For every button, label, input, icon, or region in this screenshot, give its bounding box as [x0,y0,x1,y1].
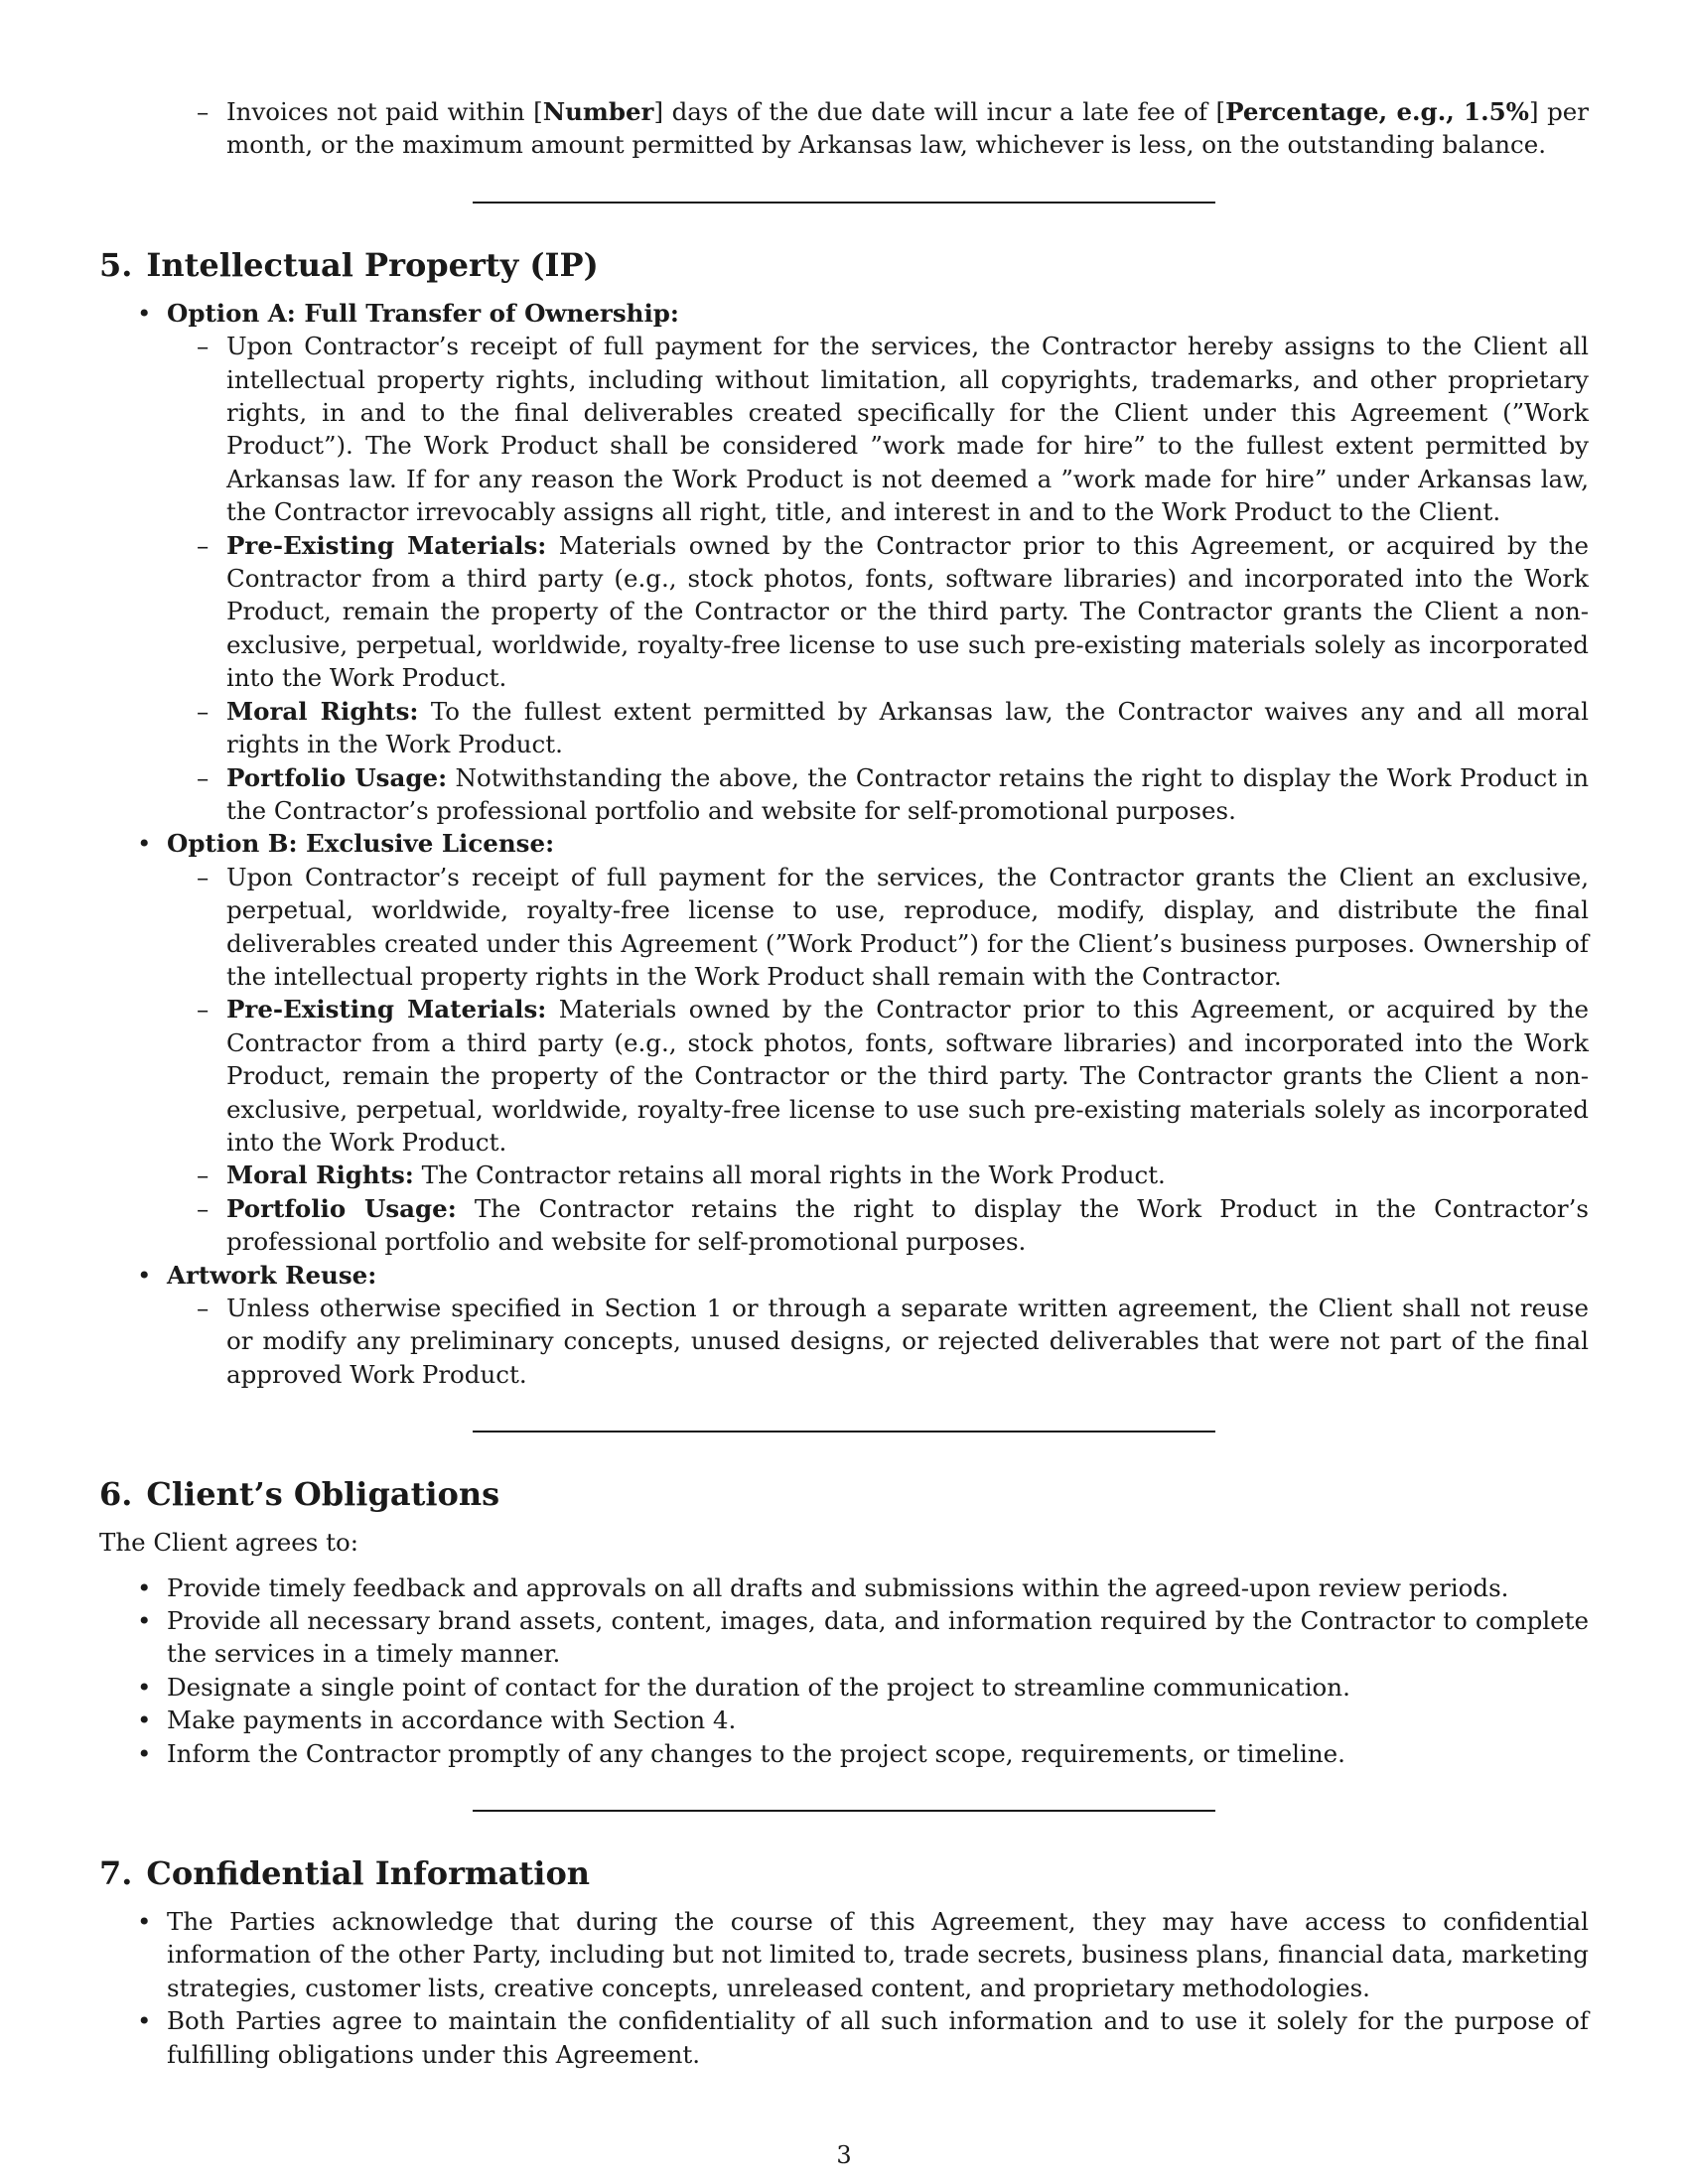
option-a-moral-rights: – Moral Rights: To the fullest extent permitted by Arkansas law, the Contractor waives any and all moral rights in the Work Product. [99,695,1589,761]
option-a-portfolio: – Portfolio Usage: Notwithstanding the above, the Contractor retains the right to display the Work Product in the Contractor’s professional portfolio and website for self-promotional purposes. [99,761,1589,828]
section-7-heading: 7. Confidential Information [99,1854,591,1893]
list-item: • Both Parties agree to maintain the confidentiality of all such information and to use it solely for the purpose of fulfilling obligations under this Agreement. [99,2004,1589,2071]
section-5-heading: 5. Intellectual Property (IP) [99,245,599,284]
section-divider [473,1431,1215,1433]
page-number: 3 [836,2141,852,2169]
list-item: • Designate a single point of contact for the duration of the project to streamline communication. [99,1671,1589,1704]
option-a-assignment: – Upon Contractor’s receipt of full payment for the services, the Contractor hereby assigns to the Client all intellectual property rights, including without limitation, all copyrights, trademarks, and other proprietary rights, in and to the final deliverables created specifically for the Client under this Agreement (”Work Product”). The Work Product shall be considered ”work made for hire” to the fullest extent permitted by Arkansas law. If for any reason the Work Product is not deemed a ”work made for hire” under Arkansas law, the Contractor irrevocably assigns all right, title, and interest in and to the Work Product to the Client. [99,330,1589,528]
section-divider [473,1810,1215,1812]
option-a-pre-existing: – Pre-Existing Materials: Materials owned by the Contractor prior to this Agreement, or acquired by the Contractor from a third party (e.g., stock photos, fonts, software libraries) and incorporated into the Work Product, remain the property of the Contractor or the third party. The Contractor grants the Client a non-exclusive, perpetual, worldwide, royalty-free license to use such pre-existing materials solely as incorporated into the Work Product. [99,529,1589,695]
artwork-reuse-text: – Unless otherwise specified in Section 1 or through a separate written agreement, the Client shall not reuse or modify any preliminary concepts, unused designs, or rejected deliverables that were not part of the final approved Work Product. [99,1292,1589,1391]
option-a-item: • Option A: Full Transfer of Ownership: – Upon Contractor’s receipt of full payment for the services, the Contractor hereby assigns to the Client all intellectual property rights, including without limitation, all copyrights, trademarks, and other proprietary rights, in and to the final deliverables created specifically for the Client under this Agreement (”Work Product”). The Work Product shall be considered ”work made for hire” to the fullest extent permitted by Arkansas law. If for any reason the Work Product is not deemed a ”work made for hire” under Arkansas law, the Contractor irrevocably assigns all right, title, and interest in and to the Work Product to the Client. – Pre-Existing Materials: Materials owned by the Contractor prior to this Agreement, or acquired by the Contractor from a third party (e.g., stock photos, fonts, software libraries) and incorporated into the Work Product, remain the property of the Contractor or the third party. The Contractor grants the Client a non-exclusive, perpetual, worldwide, royalty-free license to use such pre-existing materials solely as incorporated into the Work Product. – Moral Rights: To the fullest extent permitted by Arkansas law, the Contractor waives any and all moral rights in the Work Product. – Portfolio Usage: Notwithstanding the above, the Contractor retains the right to display the Work Product in the Contractor’s professional portfolio and website for self-promotional purposes. [99,297,1589,828]
late-fee-list [99,95,1589,162]
ip-options-list [99,297,1589,1391]
option-b-license: – Upon Contractor’s receipt of full payment for the services, the Contractor grants the Client an exclusive, perpetual, worldwide, royalty-free license to use, reproduce, modify, display, and distribute the final deliverables created under this Agreement (”Work Product”) for the Client’s business purposes. Ownership of the intellectual property rights in the Work Product shall remain with the Contractor. [99,861,1589,994]
artwork-reuse-item: • Artwork Reuse: – Unless otherwise specified in Section 1 or through a separate written agreement, the Client shall not reuse or modify any preliminary concepts, unused designs, or rejected deliverables that were not part of the final approved Work Product. [99,1259,1589,1392]
late-fee-item: – Invoices not paid within [Number] days of the due date will incur a late fee of [Percentage, e.g., 1.5%] per month, or the maximum amount permitted by Arkansas law, whichever is less, on the outstanding balance. [99,95,1589,162]
option-b-pre-existing: – Pre-Existing Materials: Materials owned by the Contractor prior to this Agreement, or acquired by the Contractor from a third party (e.g., stock photos, fonts, software libraries) and incorporated into the Work Product, remain the property of the Contractor or the third party. The Contractor grants the Client a non-exclusive, perpetual, worldwide, royalty-free license to use such pre-existing materials solely as incorporated into the Work Product. [99,993,1589,1159]
list-item: • Provide all necessary brand assets, content, images, data, and information required by the Contractor to complete the services in a timely manner. [99,1604,1589,1671]
option-b-moral-rights: – Moral Rights: The Contractor retains all moral rights in the Work Product. [99,1159,1589,1191]
document-page [99,95,1589,2071]
confidential-info-list [99,1905,1589,2071]
list-item: • The Parties acknowledge that during the course of this Agreement, they may have access to confidential information of the other Party, including but not limited to, trade secrets, business plans, financial data, marketing strategies, customer lists, creative concepts, unreleased content, and proprietary methodologies. [99,1905,1589,2004]
section-6-intro: The Client agrees to: [99,1528,358,1558]
client-obligations-list [99,1571,1589,1770]
list-item: • Make payments in accordance with Section 4. [99,1704,1589,1736]
list-item: • Inform the Contractor promptly of any changes to the project scope, requirements, or timeline. [99,1737,1589,1770]
section-6-heading: 6. Client’s Obligations [99,1475,500,1514]
option-b-portfolio: – Portfolio Usage: The Contractor retains the right to display the Work Product in the Contractor’s professional portfolio and website for self-promotional purposes. [99,1192,1589,1259]
list-item: • Provide timely feedback and approvals on all drafts and submissions within the agreed-upon review periods. [99,1571,1589,1604]
section-divider [473,202,1215,204]
option-b-item: • Option B: Exclusive License: – Upon Contractor’s receipt of full payment for the services, the Contractor grants the Client an exclusive, perpetual, worldwide, royalty-free license to use, reproduce, modify, display, and distribute the final deliverables created under this Agreement (”Work Product”) for the Client’s business purposes. Ownership of the intellectual property rights in the Work Product shall remain with the Contractor. – Pre-Existing Materials: Materials owned by the Contractor prior to this Agreement, or acquired by the Contractor from a third party (e.g., stock photos, fonts, software libraries) and incorporated into the Work Product, remain the property of the Contractor or the third party. The Contractor grants the Client a non-exclusive, perpetual, worldwide, royalty-free license to use such pre-existing materials solely as incorporated into the Work Product. – Moral Rights: The Contractor retains all moral rights in the Work Product. – Portfolio Usage: The Contractor retains the right to display the Work Product in the Contractor’s professional portfolio and website for self-promotional purposes. [99,827,1589,1258]
